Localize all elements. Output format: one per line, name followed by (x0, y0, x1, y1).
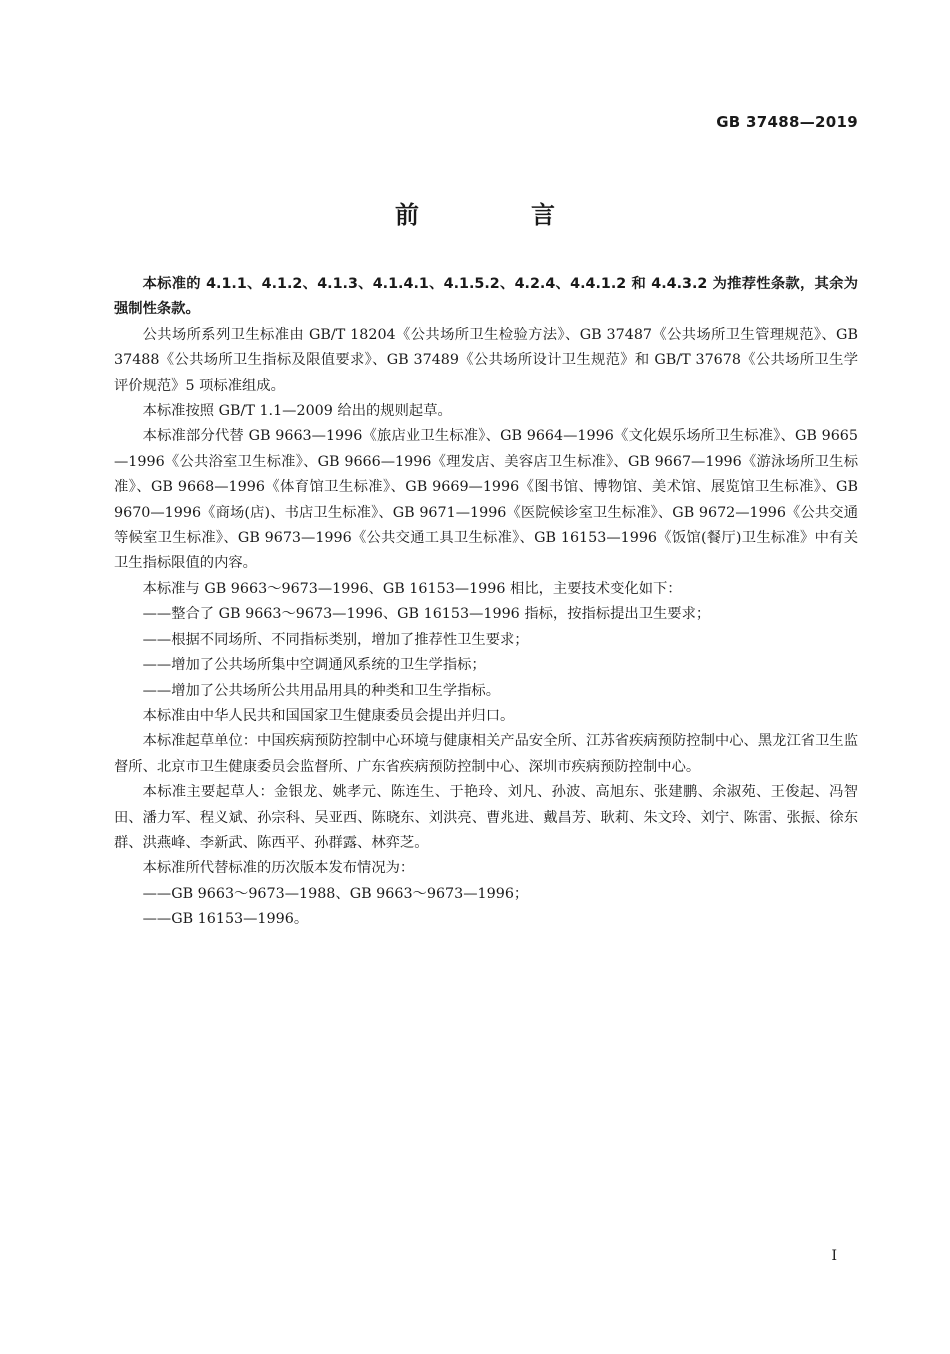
page-title: 前 言 (395, 201, 599, 229)
clause-statement-paragraph: 本标准的 4.1.1、4.1.2、4.1.3、4.1.4.1、4.1.5.2、4.2.4、4.4.1.2 和 4.4.3.2 为推荐性条款，其余为强制性条款。 (114, 276, 858, 318)
replacement-paragraph: 本标准部分代替 GB 9663—1996《旅店业卫生标准》、GB 9664—1996《文化娱乐场所卫生标准》、GB 9665—1996《公共浴室卫生标准》、GB 9666—1996《理发店、美容店卫生标准》、GB 9667—1996《游泳场所卫生标准》、GB 9668—1996《体育馆卫生标准》、GB 9669—1996《图书馆、博物馆、美术馆、展览馆卫生标准》、GB 9670—1996《商场(店)、书店卫生标准》、GB 9671—1996《医院候诊室卫生标准》、GB 9672—1996《公共交通等候室卫生标准》、GB 9673—1996《公共交通工具卫生标准》、GB 16153—1996《饭馆(餐厅)卫生标准》中有关卫生指标限值的内容。 (114, 428, 858, 572)
foreword-body (114, 272, 858, 933)
changes-intro-paragraph: 本标准与 GB 9663～9673—1996、GB 16153—1996 相比，主要技术变化如下： (142, 580, 682, 597)
change-item: ——增加了公共场所集中空调通风系统的卫生学指标； (142, 657, 486, 674)
drafting-units-paragraph: 本标准起草单位：中国疾病预防控制中心环境与健康相关产品安全所、江苏省疾病预防控制中心、黑龙江省卫生监督所、北京市卫生健康委员会监督所、广东省疾病预防控制中心、深圳市疾病预防控制中心。 (114, 733, 858, 775)
history-item: ——GB 9663～9673—1988、GB 9663～9673—1996； (142, 885, 529, 902)
drafting-rules-paragraph: 本标准按照 GB/T 1.1—2009 给出的规则起草。 (142, 403, 452, 420)
standard-number: GB 37488—2019 (716, 113, 858, 131)
history-item: ——GB 16153—1996。 (142, 911, 309, 928)
history-intro-paragraph: 本标准所代替标准的历次版本发布情况为： (142, 860, 415, 877)
change-item: ——根据不同场所、不同指标类别，增加了推荐性卫生要求； (142, 631, 529, 648)
page-number: I (831, 1248, 837, 1264)
change-item: ——整合了 GB 9663～9673—1996、GB 16153—1996 指标，按指标提出卫生要求； (142, 606, 711, 623)
series-paragraph: 公共场所系列卫生标准由 GB/T 18204《公共场所卫生检验方法》、GB 37487《公共场所卫生管理规范》、GB 37488《公共场所卫生指标及限值要求》、GB 37489《公共场所设计卫生规范》和 GB/T 37678《公共场所卫生学评价规范》5 项标准组成。 (114, 326, 858, 394)
change-item: ——增加了公共场所公共用品用具的种类和卫生学指标。 (142, 682, 501, 699)
proposer-paragraph: 本标准由中华人民共和国国家卫生健康委员会提出并归口。 (142, 707, 515, 724)
drafters-paragraph: 本标准主要起草人：金银龙、姚孝元、陈连生、于艳玲、刘凡、孙波、高旭东、张建鹏、余淑苑、王俊起、冯智田、潘力军、程义斌、孙宗科、吴亚西、陈晓东、刘洪亮、曹兆进、戴昌芳、耿莉、朱文玲、刘宁、陈雷、张振、徐东群、洪燕峰、李新武、陈西平、孙群露、林弈芝。 (114, 784, 858, 851)
